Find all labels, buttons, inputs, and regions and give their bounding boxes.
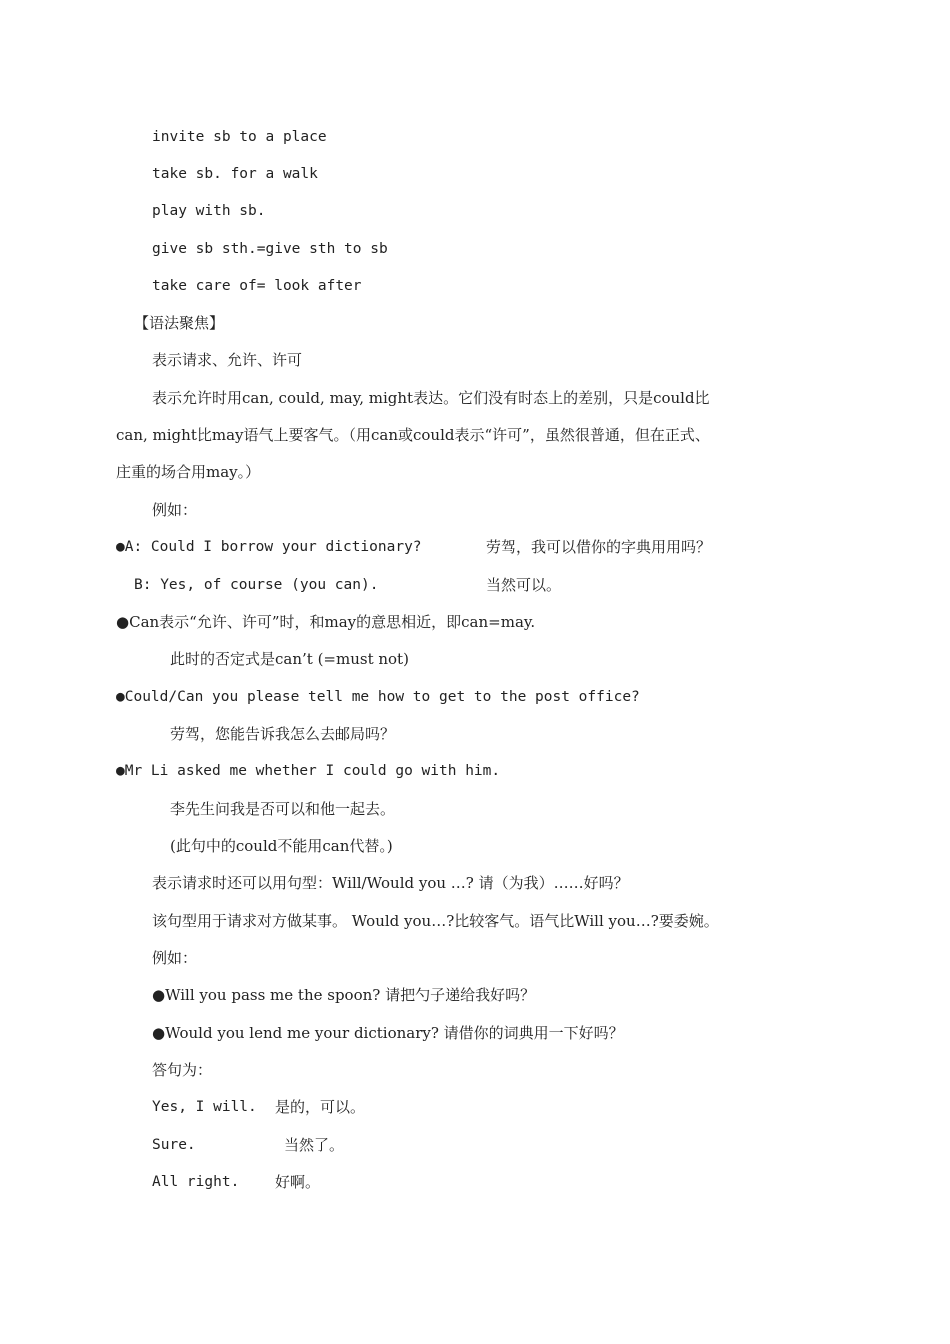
answer-chinese: 好啊。 — [275, 1173, 321, 1191]
dialog-line-a-chinese: 劳驾，我可以借你的字典用用吗？ — [486, 538, 712, 556]
request-pattern: 表示请求时还可以用句型：Will/Would you …? 请（为我）……好吗？ — [152, 874, 629, 892]
phrase-line: play with sb. — [152, 203, 266, 219]
subheading: 表示请求、允许、许可 — [152, 351, 303, 369]
bullet-post-office-chinese: 劳驾，您能告诉我怎么去邮局吗？ — [170, 725, 396, 743]
bullet-mr-li-english: ●Mr Li asked me whether I could go with him. — [116, 763, 501, 779]
phrase-line: give sb sth.=give sth to sb — [152, 241, 388, 257]
bullet-can-may: ●Can表示“允许、许可”时，和may的意思相近，即can=may. — [116, 613, 536, 631]
answer-english: Sure. — [152, 1137, 196, 1153]
example-dictionary: ●Would you lend me your dictionary? 请借你的词典用一下好吗？ — [152, 1024, 624, 1042]
example-label: 例如： — [152, 501, 198, 519]
dialog-line-b-english: B: Yes, of course (you can). — [134, 577, 379, 593]
example-spoon: ●Will you pass me the spoon? 请把勺子递给我好吗？ — [152, 986, 536, 1004]
request-usage: 该句型用于请求对方做某事。 Would you…?比较客气。语气比Will you…?要委婉。 — [152, 912, 719, 930]
answer-label: 答句为： — [152, 1061, 213, 1079]
negative-form-note: 此时的否定式是can’t (=must not) — [170, 650, 409, 668]
answer-english: Yes, I will. — [152, 1099, 257, 1115]
bullet-post-office-english: ●Could/Can you please tell me how to get to the post office? — [116, 689, 640, 705]
answer-chinese: 当然了。 — [284, 1136, 345, 1154]
dialog-line-b-chinese: 当然可以。 — [486, 576, 562, 594]
answer-english: All right. — [152, 1174, 240, 1190]
phrase-line: take care of= look after — [152, 278, 362, 294]
dialog-line-a-english: ●A: Could I borrow your dictionary? — [116, 539, 422, 555]
example-label: 例如： — [152, 949, 198, 967]
phrase-line: take sb. for a walk — [152, 166, 318, 182]
bullet-mr-li-note: (此句中的could不能用can代替。) — [170, 837, 393, 855]
intro-paragraph-line: 表示允许时用can, could, may, might表达。它们没有时态上的差别，只是could比 — [152, 389, 710, 407]
bullet-mr-li-chinese: 李先生问我是否可以和他一起去。 — [170, 800, 396, 818]
answer-chinese: 是的，可以。 — [275, 1098, 366, 1116]
intro-paragraph-line: can, might比may语气上要客气。（用can或could表示“许可”，虽然很普通，但在正式、 — [116, 426, 710, 444]
intro-paragraph-line: 庄重的场合用may。） — [116, 463, 261, 481]
section-heading: 【语法聚焦】 — [134, 314, 225, 332]
phrase-line: invite sb to a place — [152, 129, 327, 145]
